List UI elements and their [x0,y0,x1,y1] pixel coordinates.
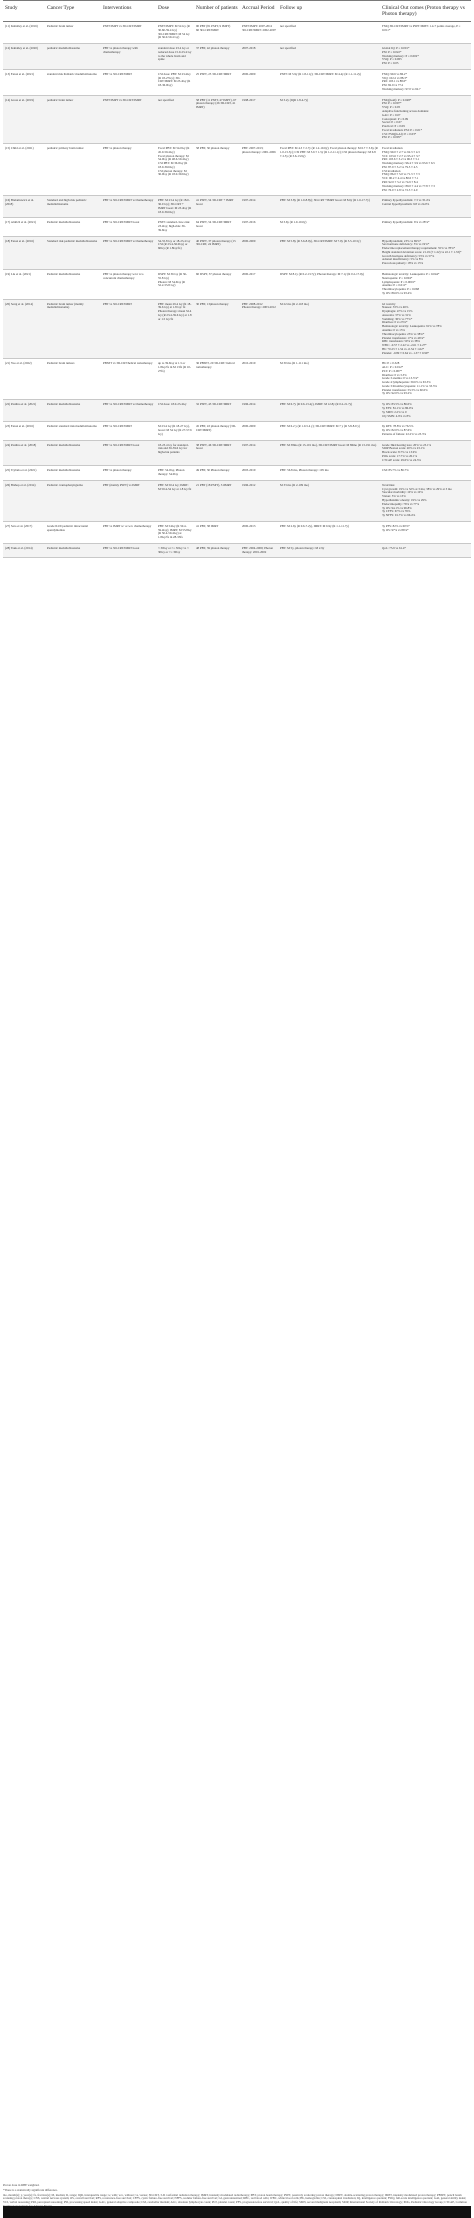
cell-dose: up to 39.6Gy at 1.5 or 1.8Gy/fx in M 13fx (R 10-27fx) [156,359,194,400]
cell-outcomes: FSIQ 3D-CRT/IMRT vs PSPT/IMPT: 1.4-7 points average, P = 0.011* [380,21,471,43]
cell-follow-up: Focal PBT: M 4.3 ± 2.7y (R 1.2-10.6y); Focal photon therapy: M 6.7 ± 3.6y (R 1.0-15.5y); CSI PBT: M 3.6 ± 1.5y (R 1.2-11.1y); CSI photon therapy: M 6.8 ± 2.5y (R 3.6-13.9y) [278,144,380,196]
cell-follow-up: PBT: M 38mo (R 13-101 mo), 3D-CRT/IMRT boost: M 86mo (R 13-191 mo) [278,440,380,466]
cell-interventions: PBT vs 3D-CRT/IMRT boost [101,440,156,466]
cell-cancer-type: Grade II-III pediatric intracranial ependymomas [45,521,101,543]
cell-interventions: PBT vs 3D-CRT/IMRT boost [101,543,156,558]
cell-cancer-type: Pediatric medulloblastoma [45,218,101,236]
cell-patients: 48 PBT, 39 photon therapy [194,543,240,558]
table-row [3,21,471,43]
cell-patients: 36 PBSPT, 29 3D-CRT/ helical tomotherapy [194,359,240,400]
cell-study: (12) Kahalley et al. (2020) [3,44,45,70]
cell-follow-up: PBT: M 2.6y (R 0.6-7.2y), IMRT: M 6.9y (R 1.1-11.7y) [278,521,380,543]
cell-accrual: 1998-2017 [240,95,278,143]
cell-interventions: PSPT/IMPT vs 3D-CRT/IMRT [101,21,156,43]
cell-interventions: PBT vs 3D-CRT/IMRT boost [101,218,156,236]
cell-study: (27) Sato et al. (2017) [3,521,45,543]
cell-patients: 25 PSPT, 25 3D-CRT/IMRT [194,69,240,95]
table-row [3,95,471,143]
cell-study: (24) Paulino et al. (2018) [3,440,45,466]
cell-patients: 38 PSPT, 46 3D-CRT/IMRT boost [194,440,240,466]
cell-outcomes: Primary hypothyroidism: 7.3 vs 35.4% Central hypothyroidism: 9.8 vs 24.0% [380,196,471,218]
cell-interventions: PBT vs 3D-CRT/IMRT [101,422,156,440]
cell-accrual: 2000-2013 [240,521,278,543]
cell-dose: PSPT/IMPT: M 54 Gy (R 30.60-59.4 Gy) 3D-CRT/IMRT: M 54 Gy (R 36.0-59.4 Gy) [156,21,194,43]
cell-interventions: PBT vs 3D-CRT/IMRT [101,299,156,359]
cell-study: (25) Trybula et al. (2021) [3,466,45,481]
header-accrual: Accrual Period [240,1,278,22]
cell-dose: PBT: M 50.4 Gy; IMRT: M 50.4-54 Gy at 1.8 Gy/fx [156,480,194,521]
cell-study: (15) Child et al. (2021) [3,144,45,196]
cell-dose: 54-55.8 Gy or 18-23.4 Gy CSI (R 23.4-36.0Gy) or 60Gy (R 1.8Gy/fx) [156,236,194,269]
cell-cancer-type: Pediatric brain tumor (mainly medulloblastoma) [45,299,101,359]
cell-study: (21) Yoo et al. (2022) [3,359,45,400]
header-patients: Number of patients [194,1,240,22]
cell-accrual: 1996-2014 [240,400,278,422]
header-cancer-type: Cancer Type [45,1,101,22]
cell-study: (17) Aldrich et al. (2021) [3,218,45,236]
table-row [3,196,471,218]
cell-outcomes: Primary hypothyroidism: 6% vs 28%* [380,218,471,236]
cell-interventions: PBT vs 3D-CRT/IMRT w/chemotherapy [101,196,156,218]
cell-outcomes: Grade 3&4 hearing loss: 20% vs 23.1% SIOP Boston scale: 20% vs 23.1% Brock scale: 8.7% vs 13.9% POG scale: 17.7% vs 20.1% CTCAE scale: 29.0% vs 24.3% [380,440,471,466]
cell-follow-up: M 33 mo (R 2-109 mo) [278,480,380,521]
cell-dose: CSI dose: PBT: M 23.4Gy (R 18-27Gy); 3D-CRT/IMRT: M 23.4Gy (R 18-36.0Gy) [156,69,194,95]
cell-patients: 32 PSPT, 43 3D-CRT/IMRT [194,400,240,422]
table-row [3,466,471,481]
cell-outcomes: QoL: 75.9 vs 61.4* [380,543,471,558]
cell-study: (26) Bishop et al. (2014) [3,480,45,521]
cell-patients: 49 PBT, 30 Photon therapy [194,466,240,481]
table-row [3,440,471,466]
cell-interventions: PBT vs 3D-CRT/IMRT w/chemotherapy [101,400,156,422]
caption-bar [3,2206,471,2218]
cell-cancer-type: Pediatric medulloblastoma [45,440,101,466]
table-row [3,270,471,300]
cell-cancer-type: Pediatric standard risk medulloblastoma [45,422,101,440]
table-row [3,422,471,440]
cell-dose: < 30Gy or >= 30Gy vs < 30Gy or >= 30Gy [156,543,194,558]
cell-follow-up: PBT: 56.8 mo, Photon therapy: 105 mo [278,466,380,481]
cell-interventions: PBT vs photon therapy w/or w/o concurrent chemotherapy [101,270,156,300]
cell-study: (13) Eaton et al. (2021) [3,69,45,95]
table-row [3,521,471,543]
cell-accrual: 1996-2012 [240,480,278,521]
cell-study: (16) Bielamowicz et al. (2018) [3,196,45,218]
cell-accrual: PSPT/IMPT: 2007-2012 3D-CRT/IMRT: 2002-2007 [240,21,278,43]
header-dose: Dose [156,1,194,22]
cell-interventions: PBT vs 3D-CRT/IMRT w/chemotherapy [101,236,156,269]
cell-interventions: PBT (mainly PSPT) vs IMRT [101,480,156,521]
table-header [3,1,471,22]
cell-accrual: 2003-2019 [240,466,278,481]
header-follow-up: Follow up [278,1,380,22]
cell-follow-up: PSPT: M 5.9y (R 1.8-11y); 3D-CRT/IMRT: M 4.4y (R 1.1-11.2y) [278,69,380,95]
cell-follow-up: M 30 mo (R 1-111 mo) [278,359,380,400]
cell-accrual: 1997-2014 [240,196,278,218]
cell-study: (11) Kahalley et al. (2016) [3,21,45,43]
cell-follow-up: M 22 mo (R 2-118 mo) [278,299,380,359]
cell-outcomes: Toxicities: Cyst growth: 19% vs 32% at 3 mo; 38% vs 29% at 3 mo Vascular morbidity: 10% vs 10% Vision: 5% vs 13% Hypothalamic obesity: 19% vs 29% Endocrinopathy: 76% vs 77% 3y OS: 94.1% vs 96.8% 3y CFFS: 67% vs 76% 3y NFFS: 91.7% vs 96.4% [380,480,471,521]
cell-cancer-type: Pediatric medulloblastoma [45,466,101,481]
cell-accrual: PBT: 2008-2012 Photon therapy: 2003-2012 [240,299,278,359]
table-row [3,543,471,558]
cell-study: (20) Song et al. (2014) [3,299,45,359]
cell-cancer-type: Standard risk pediatric medulloblastoma [45,236,101,269]
cell-cancer-type: standard risk Pediatric medulloblastoma [45,69,101,95]
cell-patients: 40 PSPT, 37 photon therapy (15 3D-CRT, 24 IMRT) [194,236,240,269]
table-row [3,44,471,70]
cell-patients: 90 PBT (81 PSPT, 9 IMPT) 60 3D-CRT/IMRT [194,21,240,43]
cell-dose: PSPT: standard-/low-risk: 23.4Gy; high-risk: 36-39.6Gy [156,218,194,236]
cell-cancer-type: Pediatric craniopharyngioma [45,480,101,521]
cell-study: (19) Liu et al. (2021) [3,270,45,300]
footnote-significance-note: *There is a statistically significant difference. [3,2187,58,2192]
cell-cancer-type: Pediatric medulloblastoma [45,543,101,558]
cell-patients: 58 PBT, 30 photon therapy [194,144,240,196]
footnote-abbreviations: mo, month(s); y, year(s); fx, fraction(s); M, median; R, range; IQR, interquartile range; w, with; w/o, without; vs, versus; 3D-CRT, 3-D conformal radiation therapy; IMRT, intensity modulated radiotherapy; PBT, proton beam therapy; PSPT, passively scattering proton therapy; DSPT, double-scattering proton therapy; IMPT, intensity modulated proton therapy; PBSPT, pencil beam scanning proton therapy; CNS, central nervous system; OS, overall survival; RFS, recurrence-free survival; CFFS, cystic failure-free survival; NFFS, nodular failure-free survival; GI, gastrointestinal; RBC, red blood cells; WBC, white blood cells; Hb, hemoglobin; CSI, craniospinal irradiation; IQ, intelligence quotient; FSIQ, full-scale intelligence quotient; GAI, general ability index; VCI, verbal reasoning; PRI, perceptual reasoning; PSI, processing speed index; GAC, general adaptive composite; CM, cerebellar mutism; ALC, absolute lymphocyte count; PLT, platelet count; PFS, progression-free survival; QoL, quality of life; SMN, second malignant neoplasm; SIOP, International Society of Pediatric Oncology; POG, Pediatric Oncology Group; CTCAE, Common [3,2192,467,2204]
header-row [3,1,471,22]
cell-study: (28) Tsuk et al. (2014) [3,543,45,558]
cell-accrual: 1997-2014 [240,440,278,466]
cell-dose: PBT: 54.0Gy, Photon therapy: 54.0Gy [156,466,194,481]
cell-cancer-type: pediatric medulloblastoma [45,44,101,70]
table-row [3,236,471,269]
cell-dose: PBT: mean 29.4 Gy (R 18-39.6 Gy) at 1.8 Gy/ fx Photon therapy: mean 32.4 Gy (R 23.4-39.6 Gy) at 1.8 or 1.5 Gy/fx [156,299,194,359]
cell-cancer-type: pediatric brain tumor [45,95,101,143]
cell-study: (14) Gross et al. (2019) [3,95,45,143]
cell-outcomes: FSIQ(GAI): P = 0.048* PSI: P = 0.007* VSQ: P = 0.05 Adaptive functioning across domains: GAC: P = 0.07 Conceptual: P = 0.09 Social: P = 0.07 Practical: P = 0.09 Focal irradiation: PSI: P = 0.01* CSI: FSIQ(GAI): P = 0.03* PSI: P = 0.005* [380,95,471,143]
cell-interventions: PSPT/IMPT vs 3D-CRT/IMRT [101,95,156,143]
cell-follow-up: PBT: M 5y, photon therapy: M 2.9y [278,543,380,558]
cell-outcomes: Focal irradiation FSIQ: 99.0 ± 2.7 vs 92.3 ± 4.3 VCI: 103.6 ± 2.7 vs 95.4 ± 3.7 PRI: 103.6 ± 3.2 vs 96.3 ± 5.1 Working memory: 96.4 ± 3.9 vs 93.6 ± 6.5 PSI: 87.9 ± 3.2 vs 79.5 ± 4.5 CSI irradiation FSIQ: 86.0 ± 5.0 vs 71.3 ± 7.3 VCI: 90.2 ± 4.4 vs 80.0 ± 7.1 PRI: 92.0 ± 5.2 vs 74.9 ± 8.4 Working memory: 89.0 ± 4.4 vs 77.8 ± 7.3 PSI: 76.0 ± 2.8 vs 72.3 ± 4.0 [380,144,471,196]
cell-patients: 30 PBT, 13photon therapy [194,299,240,359]
cell-follow-up: DSPT: M 8.1y (R 0.2-13.7y); Photon therapy: M 7.1y (R 0.2-17.9y) [278,270,380,300]
cell-patients: 64 PSPT, 54 3D-CRT/IMRT boost [194,218,240,236]
cell-cancer-type: Pediatric brain tumor [45,21,101,43]
cell-accrual: 2007-2018 [240,44,278,70]
cell-follow-up: M 3.2y (IQR 1.8-4.7y) [278,95,380,143]
cell-interventions: PBSPT vs 3D-CRT/helical tomotherapy [101,359,156,400]
table-row [3,400,471,422]
cell-dose: DSPT: M 36 Gy (R 36-55.8 Gy) Photon: M 54.6Gy (R 52.2-55.8 Gy) [156,270,194,300]
cell-outcomes: CM: 85.7% vs 86.7% [380,466,471,481]
header-study: Study [3,1,45,22]
cell-follow-up: not specified [278,44,380,70]
cell-outcomes: Global IQ: P = 0.001* PSI: P = 0.022* Working memory: P = 0.002* VSQ: P = 0.005 PSI: P = 0.05 [380,44,471,70]
cell-dose: PBT: M 23.4 Gy (R 18.0-36.0 Gy); 3D-CRT + IMRT boost: M 23.4Gy (R 18.0-39.6Gy) [156,196,194,218]
cell-dose: PBT: M 54Gy (R 50.4-59.4Gy); IMRT: M 55.8Gy (R 50.4-59.4Gy) at 1.8Gy/fx in 28-33fx [156,521,194,543]
cell-interventions: PBT vs 3D-CRT/IMRT [101,69,156,95]
cell-outcomes: Hb: P = 0.328 ALC: P = 0.012* PLT: P = 0.007* Diarrhea: 0 vs 3.3% Grade 3 anemia: 0 vs 13.3%* Grade 4 lymphopenia: 30.6% vs 63.3% Grade 3 thrombocytopenia: 11.1% vs 33.3% Platelet transfusion: 33.3% vs 60.0% 3y OS: 92.0% vs 93.2% [380,359,471,400]
cell-cancer-type: Standard and high risk pediatric medulloblastoma [45,196,101,218]
table-row [3,299,471,359]
cell-dose: standard dose 23.4 Gy or reduced dose 15.0-23.4 Gy to the whole brain and spine [156,44,194,70]
cell-cancer-type: Pediatric medulloblastoma [45,400,101,422]
studies-table [3,0,471,558]
cell-outcomes: GI toxicity Nausea: 33% vs 46% Dysphagia: 47% vs 15% Anorexia: 37% vs 31% Vomiting: 30% vs 77%* Diarrhea: 0 vs 23%* Hematologic toxicity: Leukopenia: 91% vs 78% Anemia: 0 vs 15% Thrombocytopenia: 23% vs 38%* Platelet transfusion: 17% vs 46%* RBC transfusion: 50% vs 38% WBC: -0.57 ± 2.22 vs -2.61 ± 2.27* Hb: +0.23 ± 1.54 vs -0.54 ± 1.62* Platelet: -0.89 ± 0.64 vs -1.37 ± 0.99* [380,299,471,359]
cell-accrual: PBT: 2007-2013; photon therapy: 2001-2006 [240,144,278,196]
table-row [3,480,471,521]
cell-follow-up: PBT: M 6.2 y (R 1.0-5.4 y); 3D-CRT/IMRT: M 7 y (R 5.8-8.9 y) [278,422,380,440]
cell-patients: 41 PSPT, 54 3D-CRT + IMRT boost [194,196,240,218]
table-row [3,144,471,196]
cell-follow-up: M 3.6y (R 1.0-10.0y) [278,218,380,236]
cell-accrual: 1997-2016 [240,218,278,236]
cell-dose: not specified [156,95,194,143]
cell-follow-up: not specified [278,21,380,43]
table-body [3,21,471,557]
cell-dose: CSI dose: 18.0-23.4Gy [156,400,194,422]
cell-study: (23) Eaton et al. (2016) [3,422,45,440]
cell-follow-up: PBT: M 3.8y (R 1.0-8.8y); 3D-CRT +IMRT boost: M 8.6y (R 1.6-17.7y) [278,196,380,218]
cell-patients: 37 PBT, 42 photon therapy [194,44,240,70]
table-row [3,69,471,95]
table-row [3,218,471,236]
footnote-dose-note: Proton dose in RBE weighted. [3,2183,40,2187]
header-outcomes: Clinical Out comes (Proton therapy vs Photon therapy) [380,1,471,22]
cell-patients: 45 PBT, 43 photon therapy (3D-CRT/IMRT) [194,422,240,440]
cell-dose: M 23.4 Gy (R 18-27 Gy), boost: M 54 Gy (R 27-57.6 Gy) [156,422,194,440]
cell-cancer-type: Pediatric medulloblastoma [45,270,101,300]
cell-dose: Focal PBT: M 54.0Gy (R 45.0-59.4Gy) Focal photon therapy: M 54.0Gy (R 48.6-59.4Gy) CSI PBT: M 36.0Gy (R 18.0-39.6Gy) CSI photon therapy: M 36.0Gy (R 18.0-39.6Gy) [156,144,194,196]
cell-accrual: 2000-2017 [240,270,278,300]
cell-accrual: PBT: 2004-2009; Photon therapy: 2001-2002 [240,543,278,558]
cell-cancer-type: pediatric primary brain tumor [45,144,101,196]
cell-accrual: 2000-2009 [240,69,278,95]
cell-patients: 21 PBT (18 PSPT), 31IMRT [194,480,240,521]
cell-accrual: 2000-2009 [240,422,278,440]
cell-interventions: PBT vs IMRT w/ or w/o chemotherapy [101,521,156,543]
cell-outcomes: Hematologic toxicity: Leukopenia: P = 0.044* Neutropenia: P = 0.004* Lymphopenia: P = 0.0001* Anemia: P = 0.011* Thrombocytopenia: P = 0.068 3y OS: 89.6% vs 93.4% [380,270,471,300]
cell-follow-up: PBT: M 6.7y (R 0.6-13.4y), IMRT: M 12.8y (R 0.2-21.7y) [278,400,380,422]
table-row [3,359,471,400]
cell-dose: 18-23.4 Gy for standard-risk and 36-39.6 Gy for high-risk patients [156,440,194,466]
cell-study: (22) Paulino et al. (2021) [3,400,45,422]
cell-outcomes: 5y OS: 83.5% vs 86.0% 5y EFS: 81.1% vs 86.0% 5y SMN: 2.2% vs 0 10y SMN: 4.9% vs 8% [380,400,471,422]
cell-cancer-type: Pediatric brain tumors [45,359,101,400]
cell-outcomes: 6y RFS: 78.8% vs 76.5% 6y OS: 82.0% vs 87.6% Patterns of failure: 22.2% vs 23.3% [380,422,471,440]
header-interventions: Interventions [101,1,156,22]
cell-outcomes: FSIQ: 99.6 vs 86.2* VIQ: 102.2 vs 88.3* PRI: 103.1 vs 88.0* PSI: 82.9 vs 77.2 Working memory: 97.0 vs 92.7 [380,69,471,95]
cell-accrual: 2000-2009 [240,236,278,269]
cell-study: (18) Eaton et al. (2016) [3,236,45,269]
cell-follow-up: PBT: M 5.8y (R 5.6-8.9y), 3D-CRT/IMRT: M 7.0y (R 5.5-10.5y) [278,236,380,269]
cell-interventions: PBT vs photon therapy with chemotherapy [101,44,156,70]
cell-patients: 58 PBT (11 PSPT, 47 IMPT), 67 photon therapy (26 3D-CRT, 41 IMRT) [194,95,240,143]
cell-interventions: PBT vs photon therapy [101,144,156,196]
cell-interventions: PBT vs photon therapy [101,466,156,481]
cell-patients: 60 DSPT, 37 photon therapy [194,270,240,300]
cell-accrual: 2010-2019 [240,359,278,400]
cell-patients: 41 PBT, 38 IMRT [194,521,240,543]
cell-outcomes: Hypothyroidism: 23% vs 69%* Sex hormone deficiency: 3% vs 19%* Endocrine replacement therapy requirement: 55% vs 78%* Height standard deviation score: 21.19 (± 1.22) vs 22.1 ± 1.33)* Growth hormone deficiency: 53% vs 57% Adrenal insufficiency: 5% vs 8% Precocious puberty: 18% vs 15% [380,236,471,269]
cell-outcomes: 3y PFS: 82% vs 60%* 3y OS: 97% vs 86%* [380,521,471,543]
